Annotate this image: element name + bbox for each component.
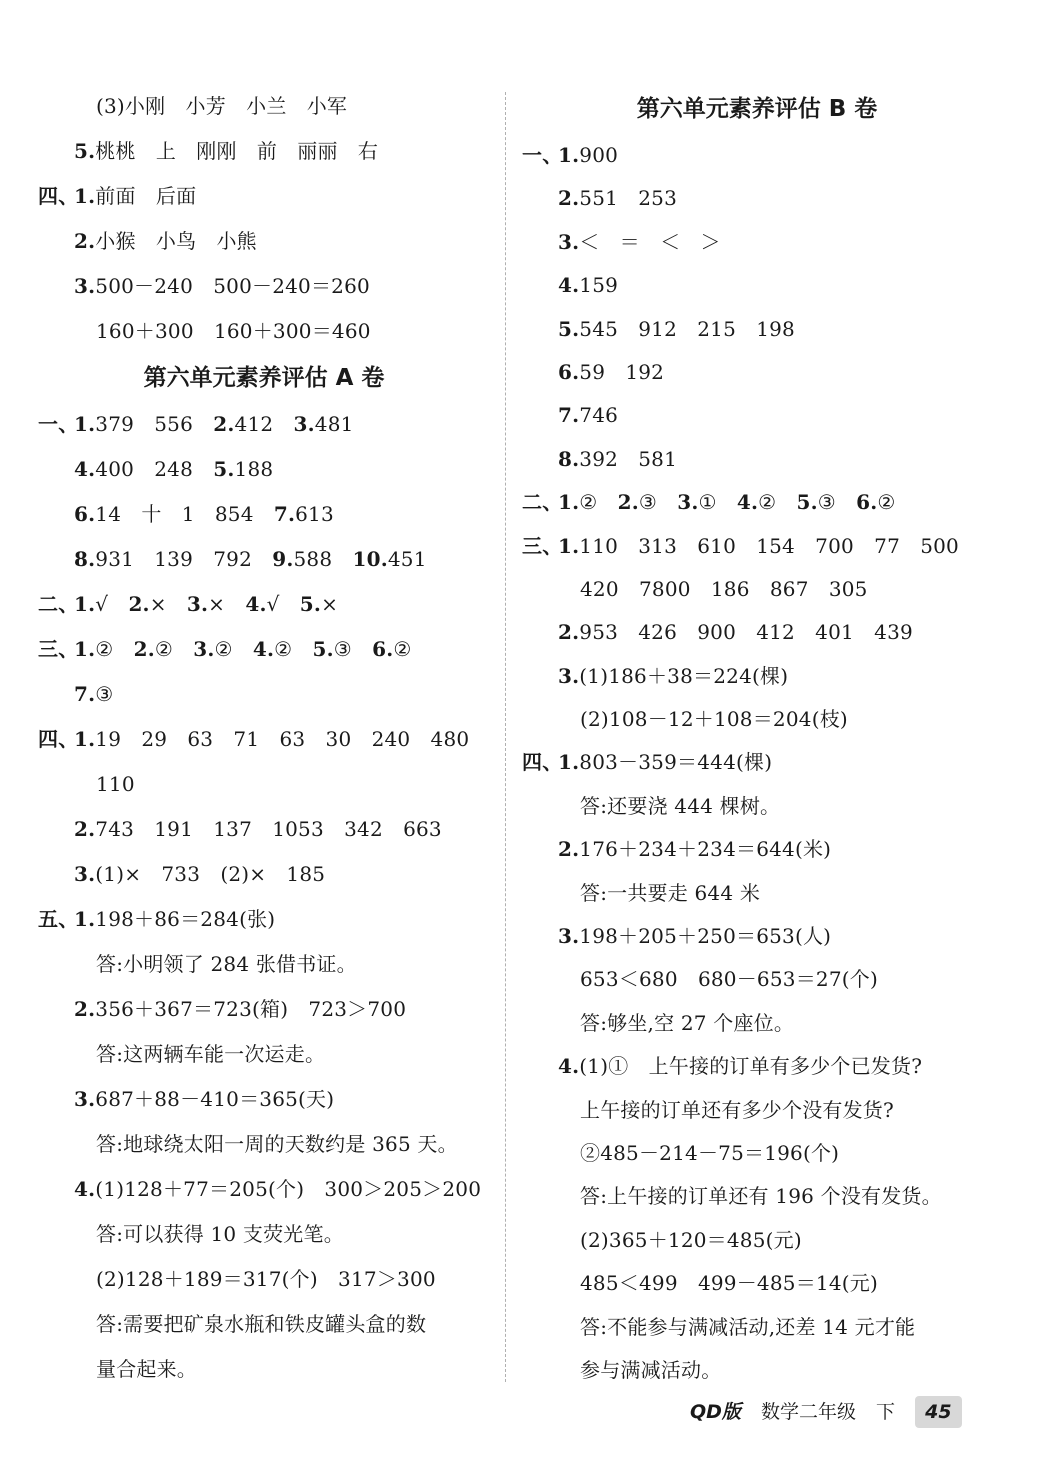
answer-text: 900 xyxy=(579,143,619,167)
question-number: 1. xyxy=(558,143,580,167)
question-number: 1. xyxy=(74,184,96,208)
question-number: 4. xyxy=(558,1054,580,1079)
answer-text: ③ xyxy=(638,490,678,515)
answer-text: ③ xyxy=(95,682,114,706)
question-number: 8. xyxy=(74,547,96,571)
question-number: 1. xyxy=(74,637,96,661)
question-number: 7. xyxy=(273,502,296,526)
answer-line xyxy=(522,655,992,698)
question-number: 2. xyxy=(558,186,580,211)
question-number: 10. xyxy=(352,547,388,571)
answer-line xyxy=(38,264,490,309)
question-number: 4. xyxy=(74,457,96,481)
question-number: 2. xyxy=(213,412,235,436)
answer-line xyxy=(522,828,992,871)
answer-text: ① xyxy=(698,490,737,515)
answer-line xyxy=(38,1167,490,1212)
question-number: 4. xyxy=(252,637,275,661)
section-number: 三、 xyxy=(38,637,79,661)
answer-line xyxy=(522,1306,992,1349)
question-number: 2. xyxy=(558,837,580,862)
question-number: 1. xyxy=(558,490,580,515)
answer-line xyxy=(38,582,490,627)
column-divider xyxy=(505,92,506,1382)
answer-text: 485＜499 499－485＝14(元) xyxy=(580,1271,878,1296)
answer-text: 953 426 900 412 401 439 xyxy=(579,620,913,645)
answer-line xyxy=(522,741,992,784)
answer-text: 803－359＝444(棵) xyxy=(579,750,773,775)
section-number: 五、 xyxy=(38,907,79,931)
answer-text: 451 xyxy=(387,547,427,571)
answer-line xyxy=(522,872,992,915)
section-number: 四、 xyxy=(522,750,563,775)
answer-line xyxy=(522,568,992,611)
answer-text: 379 556 xyxy=(95,412,214,436)
question-number: 1. xyxy=(74,727,96,751)
answer-line xyxy=(522,1262,992,1305)
answer-text: 上午接的订单还有多少个没有发货? xyxy=(580,1097,894,1122)
answer-line xyxy=(522,481,992,524)
answer-line xyxy=(522,1132,992,1175)
answer-text: ② xyxy=(95,637,134,661)
section-number: 四、 xyxy=(38,184,79,208)
page-footer xyxy=(690,1396,976,1428)
volume-label: 下 xyxy=(876,1401,896,1423)
question-number: 4. xyxy=(736,490,759,515)
section-number: 二、 xyxy=(38,592,79,616)
answer-line xyxy=(38,1212,490,1257)
question-number: 3. xyxy=(193,637,215,661)
answer-text: 110 xyxy=(96,772,135,796)
answer-text: 答:小明领了 284 张借书证。 xyxy=(96,952,357,976)
question-number: 2. xyxy=(558,620,580,645)
section-number: 三、 xyxy=(522,533,563,558)
answer-line xyxy=(522,1349,992,1392)
question-number: 6. xyxy=(74,502,96,526)
question-number: 6. xyxy=(856,490,878,515)
answer-line xyxy=(38,402,490,447)
answer-text: 160＋300 160＋300＝460 xyxy=(96,319,371,343)
question-number: 1. xyxy=(74,592,96,616)
answer-text: (2)128＋189＝317(个) 317＞300 xyxy=(96,1267,436,1291)
answer-line xyxy=(38,1077,490,1122)
question-number: 5. xyxy=(299,592,322,616)
question-number: 8. xyxy=(558,446,580,471)
answer-line xyxy=(522,915,992,958)
answer-text: 687＋88－410＝365(天) xyxy=(95,1087,335,1111)
question-number: 2. xyxy=(617,490,639,515)
question-number: 3. xyxy=(186,592,209,616)
answer-text: (1)186＋38＝224(棵) xyxy=(579,663,789,688)
answer-text: 412 xyxy=(234,412,294,436)
answer-text: (2)108－12＋108＝204(枝) xyxy=(580,707,848,732)
question-number: 7. xyxy=(558,403,580,428)
answer-text: 答:地球绕太阳一周的天数约是 365 天。 xyxy=(96,1132,458,1156)
section-title: 第六单元素养评估 B 卷 xyxy=(636,96,878,122)
answer-text: × xyxy=(149,592,187,616)
answer-text: ＜ ＝ ＜ ＞ xyxy=(579,229,721,254)
answer-text: ② xyxy=(758,490,797,515)
answer-text: ② xyxy=(877,490,896,515)
question-number: 4. xyxy=(245,592,267,616)
answer-text: 500－240 500－240＝260 xyxy=(95,274,370,298)
answer-text: 588 xyxy=(293,547,353,571)
answer-line xyxy=(38,129,490,174)
answer-line xyxy=(38,897,490,942)
answer-text: 答:不能参与满减活动,还差 14 元才能 xyxy=(580,1314,916,1339)
answer-line xyxy=(522,438,992,481)
answer-text: ② xyxy=(393,637,412,661)
answer-text: 188 xyxy=(234,457,274,481)
answer-text: ② xyxy=(579,490,618,515)
answer-text: √ xyxy=(266,592,300,616)
question-number: 1. xyxy=(74,412,96,436)
right-column xyxy=(522,84,992,1392)
answer-text: 答:这两辆车能一次运走。 xyxy=(96,1042,326,1066)
answer-line xyxy=(38,447,490,492)
answer-text: 答:可以获得 10 支荧光笔。 xyxy=(96,1222,344,1246)
answer-text: (1)× 733 (2)× 185 xyxy=(95,862,326,886)
answer-line xyxy=(522,525,992,568)
question-number: 2. xyxy=(74,817,96,841)
question-number: 7. xyxy=(74,682,96,706)
answer-line xyxy=(522,1002,992,1045)
question-number: 3. xyxy=(74,1087,96,1111)
answer-text: ②485－214－75＝196(个) xyxy=(580,1140,840,1165)
left-column xyxy=(38,84,490,1392)
answer-text: 392 581 xyxy=(579,446,678,471)
answer-text: 356＋367＝723(箱) 723＞700 xyxy=(95,997,407,1021)
answer-text: 14 十 1 854 xyxy=(95,502,274,526)
answer-text: × xyxy=(321,592,339,616)
question-number: 2. xyxy=(74,229,96,253)
answer-line xyxy=(38,717,490,762)
answer-text: (1)① 上午接的订单有多少个已发货? xyxy=(579,1054,923,1079)
answer-text: 420 7800 186 867 305 xyxy=(580,576,868,601)
answer-text: ③ xyxy=(817,490,857,515)
section-number: 一、 xyxy=(522,143,563,167)
answer-line xyxy=(522,785,992,828)
answer-line xyxy=(38,174,490,219)
section-number: 一、 xyxy=(38,412,79,436)
answer-line xyxy=(38,1032,490,1077)
question-number: 4. xyxy=(74,1177,96,1201)
question-number: 5. xyxy=(558,316,580,341)
answer-line xyxy=(522,308,992,351)
answer-line xyxy=(522,1089,992,1132)
answer-text: ② xyxy=(154,637,194,661)
answer-text: 答:够坐,空 27 个座位。 xyxy=(580,1010,795,1035)
answer-text: 746 xyxy=(579,403,619,428)
answer-text: ③ xyxy=(333,637,373,661)
answer-line xyxy=(522,1175,992,1218)
question-number: 1. xyxy=(558,750,580,775)
answer-line xyxy=(38,492,490,537)
question-number: 3. xyxy=(74,862,96,886)
answer-line xyxy=(38,84,490,129)
question-number: 1. xyxy=(74,907,96,931)
question-number: 3. xyxy=(74,274,96,298)
answer-line xyxy=(522,958,992,1001)
answer-text: 110 313 610 154 700 77 500 xyxy=(579,533,959,558)
answer-text: 答:上午接的订单还有 196 个没有发货。 xyxy=(580,1184,942,1209)
answer-line xyxy=(38,987,490,1032)
question-number: 3. xyxy=(677,490,699,515)
answer-line xyxy=(38,1122,490,1167)
answer-line xyxy=(522,1045,992,1088)
question-number: 3. xyxy=(558,229,580,254)
answer-text: 前面 后面 xyxy=(95,184,197,208)
answer-text: 551 253 xyxy=(579,186,678,211)
answer-line xyxy=(38,1257,490,1302)
answer-line xyxy=(522,264,992,307)
question-number: 2. xyxy=(128,592,150,616)
question-number: 2. xyxy=(74,997,96,1021)
answer-text: 量合起来。 xyxy=(96,1357,197,1381)
question-number: 3. xyxy=(558,924,580,949)
answer-line xyxy=(38,309,490,354)
answer-text: 159 xyxy=(579,273,619,298)
answer-text: ② xyxy=(274,637,313,661)
question-number: 6. xyxy=(558,359,580,384)
question-number: 4. xyxy=(558,273,580,298)
answer-line xyxy=(38,762,490,807)
section-number: 四、 xyxy=(38,727,79,751)
question-number: 5. xyxy=(213,457,235,481)
answer-line xyxy=(38,807,490,852)
answer-text: 931 139 792 xyxy=(95,547,273,571)
answer-line xyxy=(522,698,992,741)
answer-text: (3)小刚 小芳 小兰 小军 xyxy=(96,94,348,118)
answer-line xyxy=(522,394,992,437)
edition-label: QD版 xyxy=(690,1401,741,1423)
subject-label: 数学二年级 xyxy=(760,1401,856,1423)
answer-text: √ xyxy=(95,592,129,616)
answer-text: 545 912 215 198 xyxy=(579,316,795,341)
answer-line xyxy=(38,219,490,264)
answer-line xyxy=(522,134,992,177)
answer-line xyxy=(38,942,490,987)
section-title: 第六单元素养评估 A 卷 xyxy=(143,365,385,391)
question-number: 3. xyxy=(293,412,315,436)
answer-text: 桃桃 上 刚刚 前 丽丽 右 xyxy=(95,139,379,163)
answer-text: ② xyxy=(214,637,253,661)
answer-text: × xyxy=(208,592,246,616)
answer-text: 198＋205＋250＝653(人) xyxy=(579,924,832,949)
answer-text: 答:一共要走 644 米 xyxy=(580,880,761,905)
answer-text: 198＋86＝284(张) xyxy=(95,907,276,931)
answer-line xyxy=(522,1219,992,1262)
answer-text: 743 191 137 1053 342 663 xyxy=(95,817,442,841)
page-number: 45 xyxy=(915,1396,961,1428)
question-number: 3. xyxy=(558,663,580,688)
answer-text: 613 xyxy=(295,502,334,526)
answer-text: 答:需要把矿泉水瓶和铁皮罐头盒的数 xyxy=(96,1312,427,1336)
answer-line xyxy=(38,537,490,582)
answer-text: 19 29 63 71 63 30 240 480 xyxy=(95,727,470,751)
question-number: 5. xyxy=(312,637,334,661)
answer-line xyxy=(38,852,490,897)
question-number: 9. xyxy=(272,547,294,571)
question-number: 1. xyxy=(558,533,580,558)
answer-line xyxy=(522,177,992,220)
answer-line xyxy=(522,611,992,654)
answer-line xyxy=(522,221,992,264)
answer-text: 答:还要浇 444 棵树。 xyxy=(580,793,781,818)
section-number: 二、 xyxy=(522,490,563,515)
answer-text: 653＜680 680－653＝27(个) xyxy=(580,967,878,992)
question-number: 6. xyxy=(372,637,394,661)
question-number: 5. xyxy=(796,490,818,515)
answer-line xyxy=(38,672,490,717)
question-number: 2. xyxy=(133,637,155,661)
answer-text: 小猴 小鸟 小熊 xyxy=(95,229,257,253)
answer-text: 176＋234＋234＝644(米) xyxy=(579,837,832,862)
answer-text: (2)365＋120＝485(元) xyxy=(580,1227,802,1252)
answer-text: (1)128＋77＝205(个) 300＞205＞200 xyxy=(95,1177,482,1201)
answer-line xyxy=(522,351,992,394)
answer-line xyxy=(38,1302,490,1347)
answer-line xyxy=(38,627,490,672)
answer-text: 400 248 xyxy=(95,457,214,481)
answer-text: 59 192 xyxy=(579,359,665,384)
question-number: 5. xyxy=(74,139,96,163)
answer-line xyxy=(38,1347,490,1392)
answer-text: 参与满减活动。 xyxy=(580,1357,722,1382)
answer-text: 481 xyxy=(314,412,354,436)
